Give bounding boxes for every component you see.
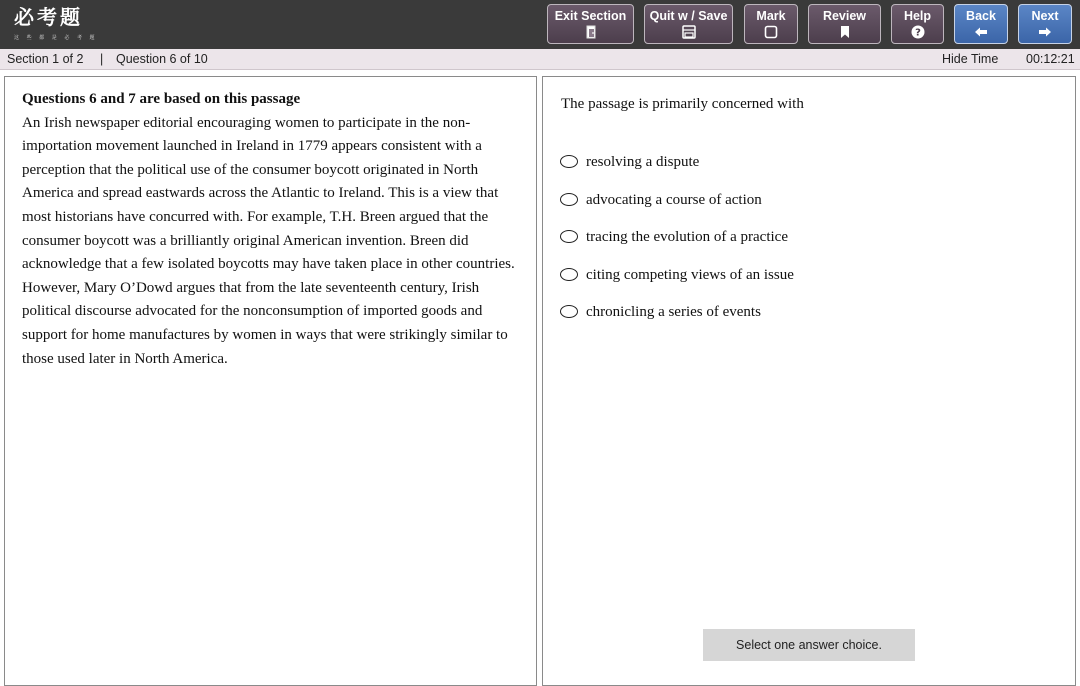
quit-save-button[interactable] xyxy=(644,4,733,44)
passage-pane xyxy=(4,76,537,686)
instruction-hint: Select one answer choice. xyxy=(703,629,915,661)
choice-label: resolving a dispute xyxy=(586,154,700,170)
mark-button[interactable] xyxy=(744,4,798,44)
back-label: Back xyxy=(966,9,996,23)
checkbox-icon xyxy=(764,25,778,39)
choice-label: advocating a course of action xyxy=(586,192,762,208)
radio-button-icon[interactable] xyxy=(560,193,578,206)
choice-label: chronicling a series of events xyxy=(586,304,761,320)
help-button[interactable] xyxy=(891,4,944,44)
question-pane xyxy=(542,76,1076,686)
exit-section-button[interactable] xyxy=(547,4,634,44)
question-indicator: Question 6 of 10 xyxy=(116,52,208,66)
next-button[interactable] xyxy=(1018,4,1072,44)
help-label: Help xyxy=(903,9,932,23)
choice-label: tracing the evolution of a practice xyxy=(586,229,788,245)
radio-button-icon[interactable] xyxy=(560,155,578,168)
radio-button-icon[interactable] xyxy=(560,230,578,243)
status-separator: | xyxy=(100,52,104,66)
passage xyxy=(22,88,527,371)
save-icon xyxy=(682,25,696,39)
passage-title: Questions 6 and 7 are based on this passage xyxy=(22,91,301,107)
top-toolbar xyxy=(0,0,1080,49)
status-bar xyxy=(0,49,1080,70)
app-logo xyxy=(14,6,98,41)
door-icon xyxy=(584,25,598,39)
next-label: Next xyxy=(1031,9,1059,23)
choice-label: citing competing views of an issue xyxy=(586,267,794,283)
mark-label: Mark xyxy=(756,9,786,23)
review-button[interactable] xyxy=(808,4,881,44)
timer: 00:12:21 xyxy=(1026,52,1075,66)
back-button[interactable] xyxy=(954,4,1008,44)
svg-text:?: ? xyxy=(914,27,921,39)
radio-button-icon[interactable] xyxy=(560,305,578,318)
exit-section-label: Exit Section xyxy=(554,9,627,23)
hide-time-toggle[interactable]: Hide Time xyxy=(942,52,999,66)
passage-text: An Irish newspaper editorial encouraging women to participate in the non-importation movement launched in Ireland in 1779 appears consistent with a perception that the political use of the consumer boycott originated in North America and spread eastwards across the Atlantic to Ireland. This is a view that most historians have concurred with. For example, T.H. Breen argued that the consumer boycott was a brilliantly original American invention. Breen did acknowledge that a few isolated boycotts may have taken place in other countries. However, Mary O’Dowd argues that from the late seventeenth century, Irish political discourse advocated for the nonconsumption of imported goods and support for home manufactures by women in ways that were strikingly similar to those used later in North America. xyxy=(22,114,515,367)
review-label: Review xyxy=(822,9,867,23)
arrow-right-icon xyxy=(1038,25,1052,39)
radio-button-icon[interactable] xyxy=(560,268,578,281)
quit-save-label: Quit w / Save xyxy=(649,9,728,23)
bookmark-icon xyxy=(838,25,852,39)
logo-subtitle: 这 些 都 是 必 考 题 xyxy=(14,35,98,41)
arrow-left-icon xyxy=(974,25,988,39)
section-indicator: Section 1 of 2 xyxy=(7,52,84,66)
question-mark-icon xyxy=(911,25,925,39)
question-prompt: The passage is primarily concerned with xyxy=(561,96,804,112)
logo-text: 必考题 xyxy=(14,5,83,29)
